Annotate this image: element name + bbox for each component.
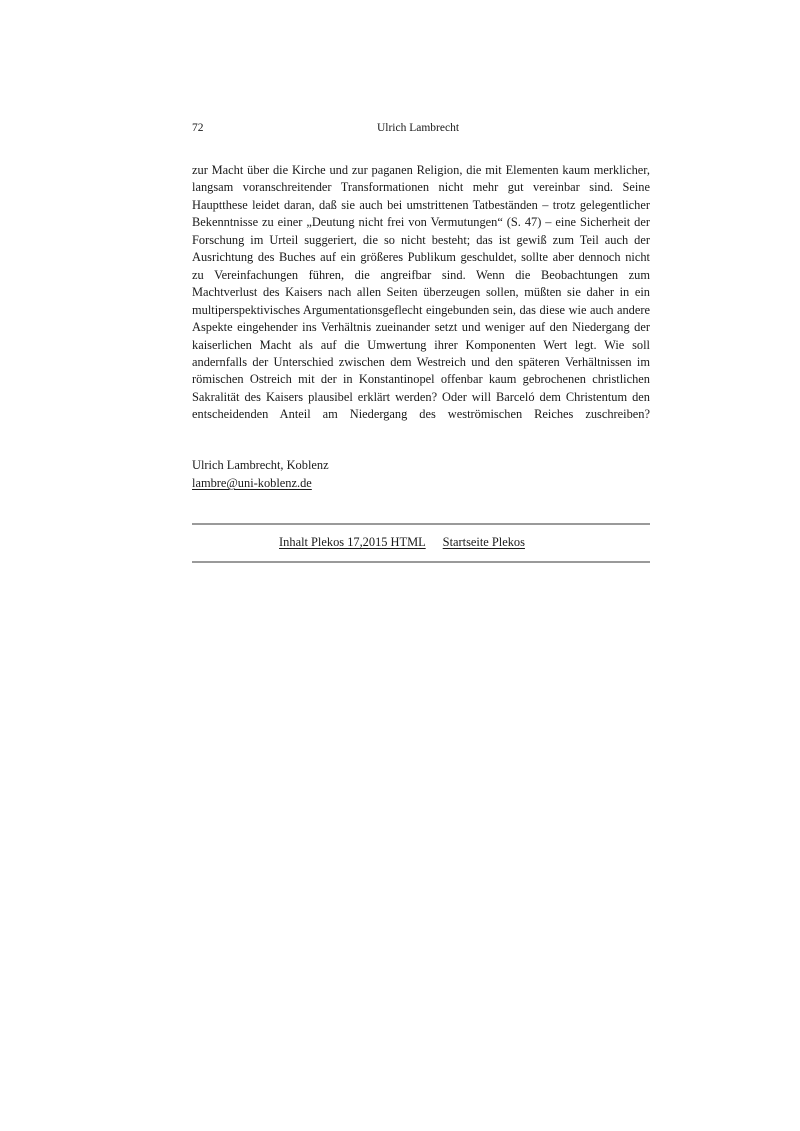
author-email-link[interactable]: lambre@uni-koblenz.de: [192, 475, 312, 490]
running-head: [192, 118, 650, 138]
footer-link-home[interactable]: Startseite Plekos: [442, 535, 525, 550]
running-title: Ulrich Lambrecht: [376, 122, 460, 134]
author-email-line: [192, 475, 650, 492]
author-affiliation: Ulrich Lambrecht, Koblenz: [192, 458, 329, 473]
body-paragraph: zur Macht über die Kirche und zur paganen Religion, die mit Elementen kaum merklicher, langsam voranschreitender Transformationen nicht mehr gut vereinbar sind. Seine Hauptthese leidet daran, daß sie auch bei umstrittenen Tatbeständen – trotz gelegentlicher Bekenntnisse zu einer „Deutung nicht frei von Vermutungen“ (S. 47) – eine Sicherheit der Forschung im Urteil suggeriert, die so nicht besteht; das ist gewiß zum Teil auch der Ausrichtung des Buches auf ein größeres Publikum geschuldet, sollte aber dennoch nicht zu Vereinfachungen führen, die angreifbar sind. Wenn die Beobachtungen zum Machtverlust des Kaisers nach allen Seiten überzeugen sollen, müßten sie daher in ein multiperspektivisches Argumentationsgeflecht eingebunden sein, das diese wie auch andere Aspekte eingehender ins Verhältnis zueinander setzt und weniger auf den Niedergang der kaiserlichen Macht als auf die Umwertung ihrer Komponenten Wert legt. Wie soll andernfalls der Unterschied zwischen dem Westreich und den späteren Verhältnissen im römischen Ostreich mit der in Konstantinopel offenbar kaum gebrochenen christlichen Sakralität des Kaisers plausibel erklärt werden? Oder will Barceló dem Christentum den entscheidenden Anteil am Niedergang des weströmischen Reiches zuschreiben?: [192, 163, 650, 422]
text-block: [192, 0, 650, 563]
footer-link-contents[interactable]: Inhalt Plekos 17,2015 HTML: [279, 535, 426, 550]
signature-block: [192, 457, 650, 492]
footer-rule-bottom: [192, 561, 650, 563]
page-number: 72: [192, 122, 204, 134]
page-footer: [192, 523, 650, 562]
footer-links: [192, 525, 650, 560]
